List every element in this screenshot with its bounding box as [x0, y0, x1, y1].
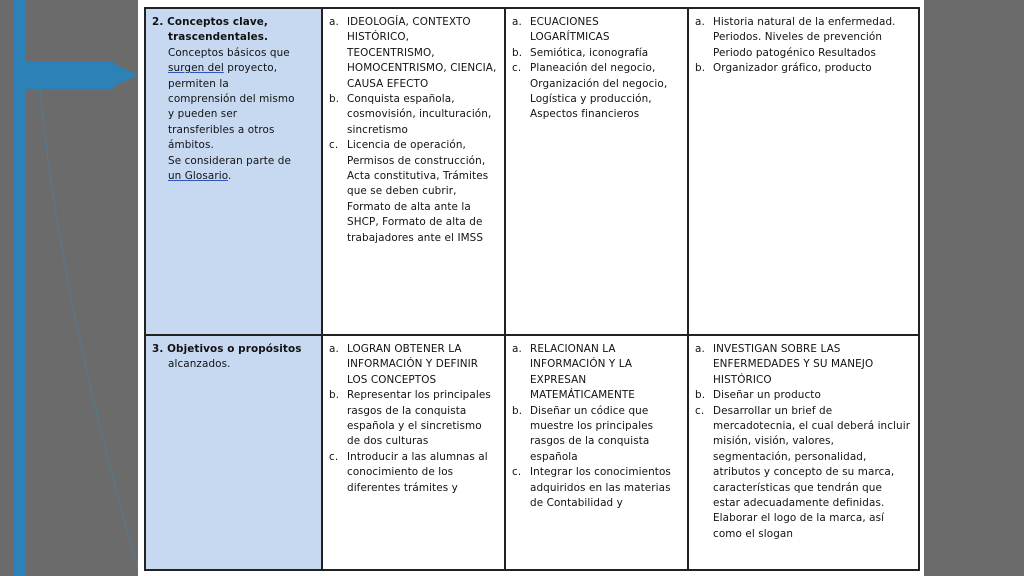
criteria-text: comprensión del mismo [168, 93, 295, 106]
table-row [145, 335, 919, 570]
rubric-table [144, 7, 920, 571]
content-cell [688, 8, 919, 335]
list-item: a. LOGRAN OBTENER LA INFORMACIÓN Y DEFINIR LOS CONCEPTOS [329, 343, 479, 386]
list-item: b. Organizador gráfico, producto [695, 62, 872, 75]
content-cell [688, 335, 919, 570]
list-item: b. Diseñar un códice que muestre los principales rasgos de la conquista española [512, 404, 654, 463]
list-item: a. RELACIONAN LA INFORMACIÓN Y LA EXPRESAN MATEMÁTICAMENTE [512, 343, 635, 402]
criteria-text: Se consideran parte de [168, 154, 291, 167]
criteria-text: un Glosario. [168, 170, 232, 183]
criteria-text: Conceptos básicos que [168, 46, 290, 59]
content-cell [505, 8, 688, 335]
criteria-text: permiten la [168, 77, 229, 90]
link-text[interactable]: surgen del [168, 62, 224, 75]
criteria-title: 3. Objetivos o propósitos [152, 343, 302, 355]
list-item: c. Desarrollar un brief de mercadotecnia, el cual deberá incluir misión, visión, valores, segmentación, personalidad, atributos y concepto de su marca, características que tendrán que estar adecuadamente definidas. Elaborar el logo de la marca, así como el slogan [695, 404, 911, 540]
table-row [145, 8, 919, 335]
content-cell [322, 8, 505, 335]
list-item: b. Diseñar un producto [695, 389, 821, 402]
content-cell [505, 335, 688, 570]
list-item: b. Semiótica, iconografía [512, 46, 649, 59]
content-cell [322, 335, 505, 570]
list-item: a. ECUACIONES LOGARÍTMICAS [512, 16, 610, 44]
list-item: a. INVESTIGAN SOBRE LAS ENFERMEDADES Y SU MANEJO HISTÓRICO [695, 343, 874, 386]
list-item: c. Integrar los conocimientos adquiridos en las materias de Contabilidad y [512, 466, 671, 510]
list-item: c. Introducir a las alumnas al conocimiento de los diferentes trámites y [329, 450, 488, 494]
list-item: c. Licencia de operación, Permisos de construcción, Acta constitutiva, Trámites que se deben cubrir, Formato de alta ante la SHCP, Formato de alta de trabajadores ante el IMSS [329, 139, 489, 244]
criteria-cell [145, 8, 322, 335]
criteria-text: alcanzados. [168, 358, 231, 371]
criteria-text: surgen del proyecto, [168, 62, 278, 75]
decor-arrow-icon [0, 0, 140, 576]
list-item: a. IDEOLOGÍA, CONTEXTO HISTÓRICO, TEOCENTRISMO, HOMOCENTRISMO, CIENCIA, CAUSA EFECTO [329, 16, 497, 90]
list-item: b. Conquista española, cosmovisión, inculturación, sincretismo [329, 93, 492, 136]
criteria-text: transferibles a otros [168, 123, 275, 136]
criteria-cell [145, 335, 322, 570]
list-item: b. Representar los principales rasgos de la conquista española y el sincretismo de dos culturas [329, 389, 491, 448]
criteria-text: y pueden ser [168, 108, 238, 121]
list-item: a. Historia natural de la enfermedad. Periodos. Niveles de prevención Periodo patogénico Resultados [695, 16, 896, 59]
criteria-text: ámbitos. [168, 139, 214, 152]
list-item: c. Planeación del negocio, Organización del negocio, Logística y producción, Aspectos financieros [512, 62, 668, 121]
slide-decoration [0, 0, 140, 576]
criteria-title: 2. Conceptos clave, [152, 16, 268, 28]
glossary-link[interactable]: un Glosario [168, 170, 228, 183]
document-page [138, 0, 924, 576]
criteria-title-cont: trascendentales. [168, 31, 269, 44]
